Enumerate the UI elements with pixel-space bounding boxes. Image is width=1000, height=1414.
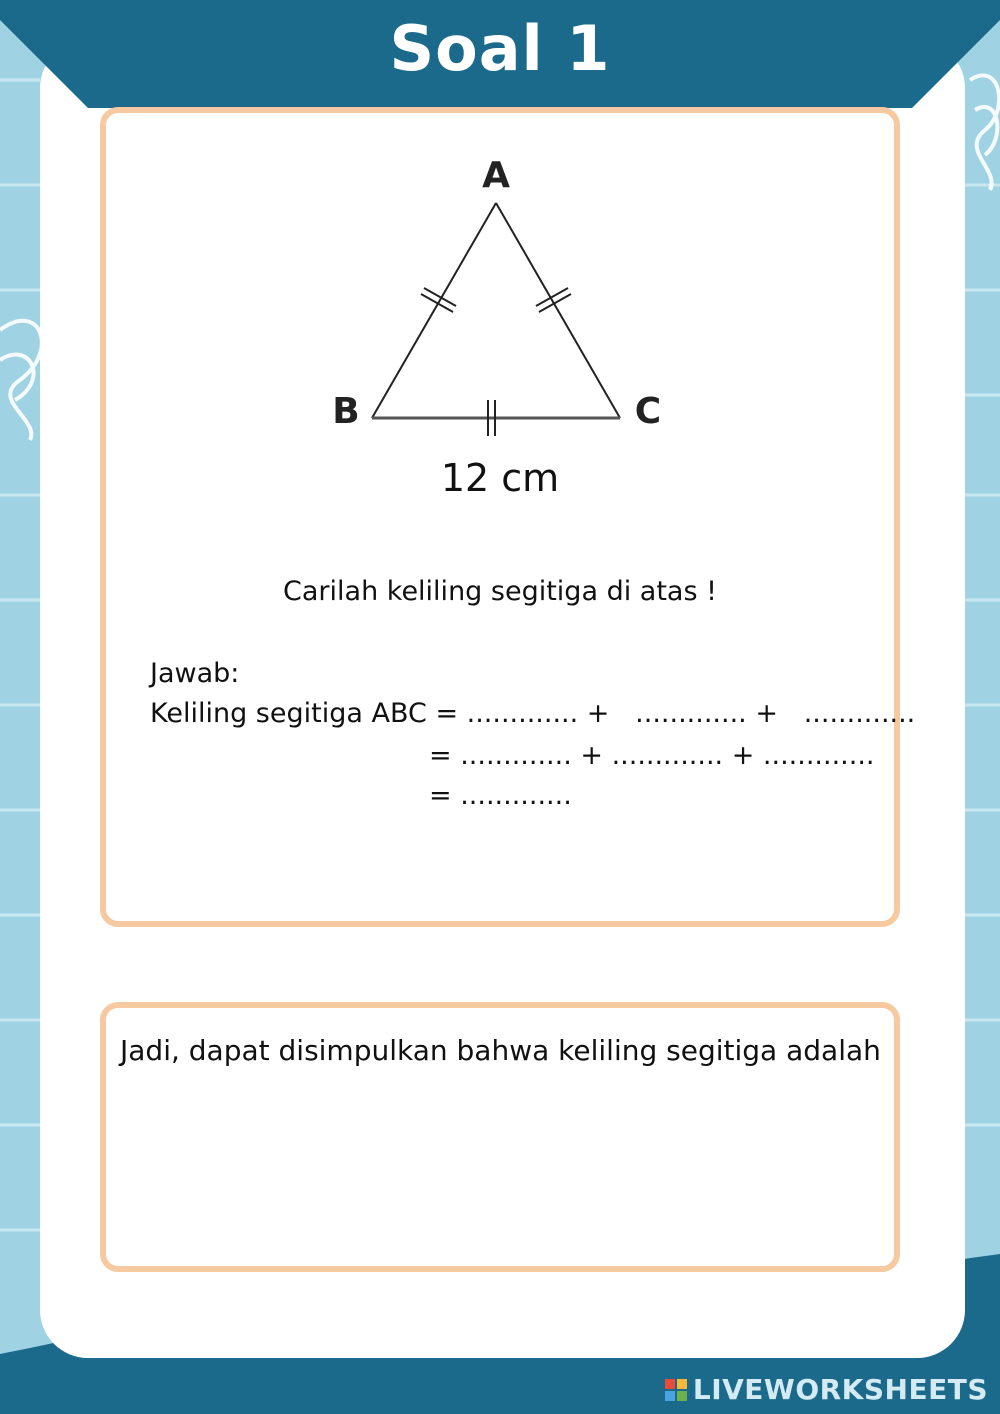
answer-line-1[interactable]: Keliling segitiga ABC = ............. + ............. + .............: [150, 698, 916, 729]
question-instruction: Carilah keliling segitiga di atas !: [283, 576, 717, 607]
answer-line-2[interactable]: = ............. + ............. + .............: [429, 740, 875, 771]
vertex-c-label: C: [634, 391, 662, 432]
conclusion-text: Jadi, dapat disimpulkan bahwa keliling segitiga adalah: [120, 1034, 881, 1067]
vertex-b-label: B: [332, 391, 360, 432]
triangle-figure: [320, 145, 680, 445]
vertex-a-label: A: [482, 155, 510, 196]
answer-label: Jawab:: [150, 658, 240, 689]
side-ab: [372, 203, 496, 418]
side-length-label: 12 cm: [440, 456, 560, 500]
liveworksheets-logo: [665, 1373, 988, 1406]
answer-line-3[interactable]: = .............: [429, 780, 572, 811]
page-title: Soal 1: [389, 12, 611, 85]
side-ac: [496, 203, 620, 418]
liveworksheets-icon: [665, 1379, 687, 1401]
liveworksheets-brand-text: LIVEWORKSHEETS: [692, 1373, 988, 1406]
